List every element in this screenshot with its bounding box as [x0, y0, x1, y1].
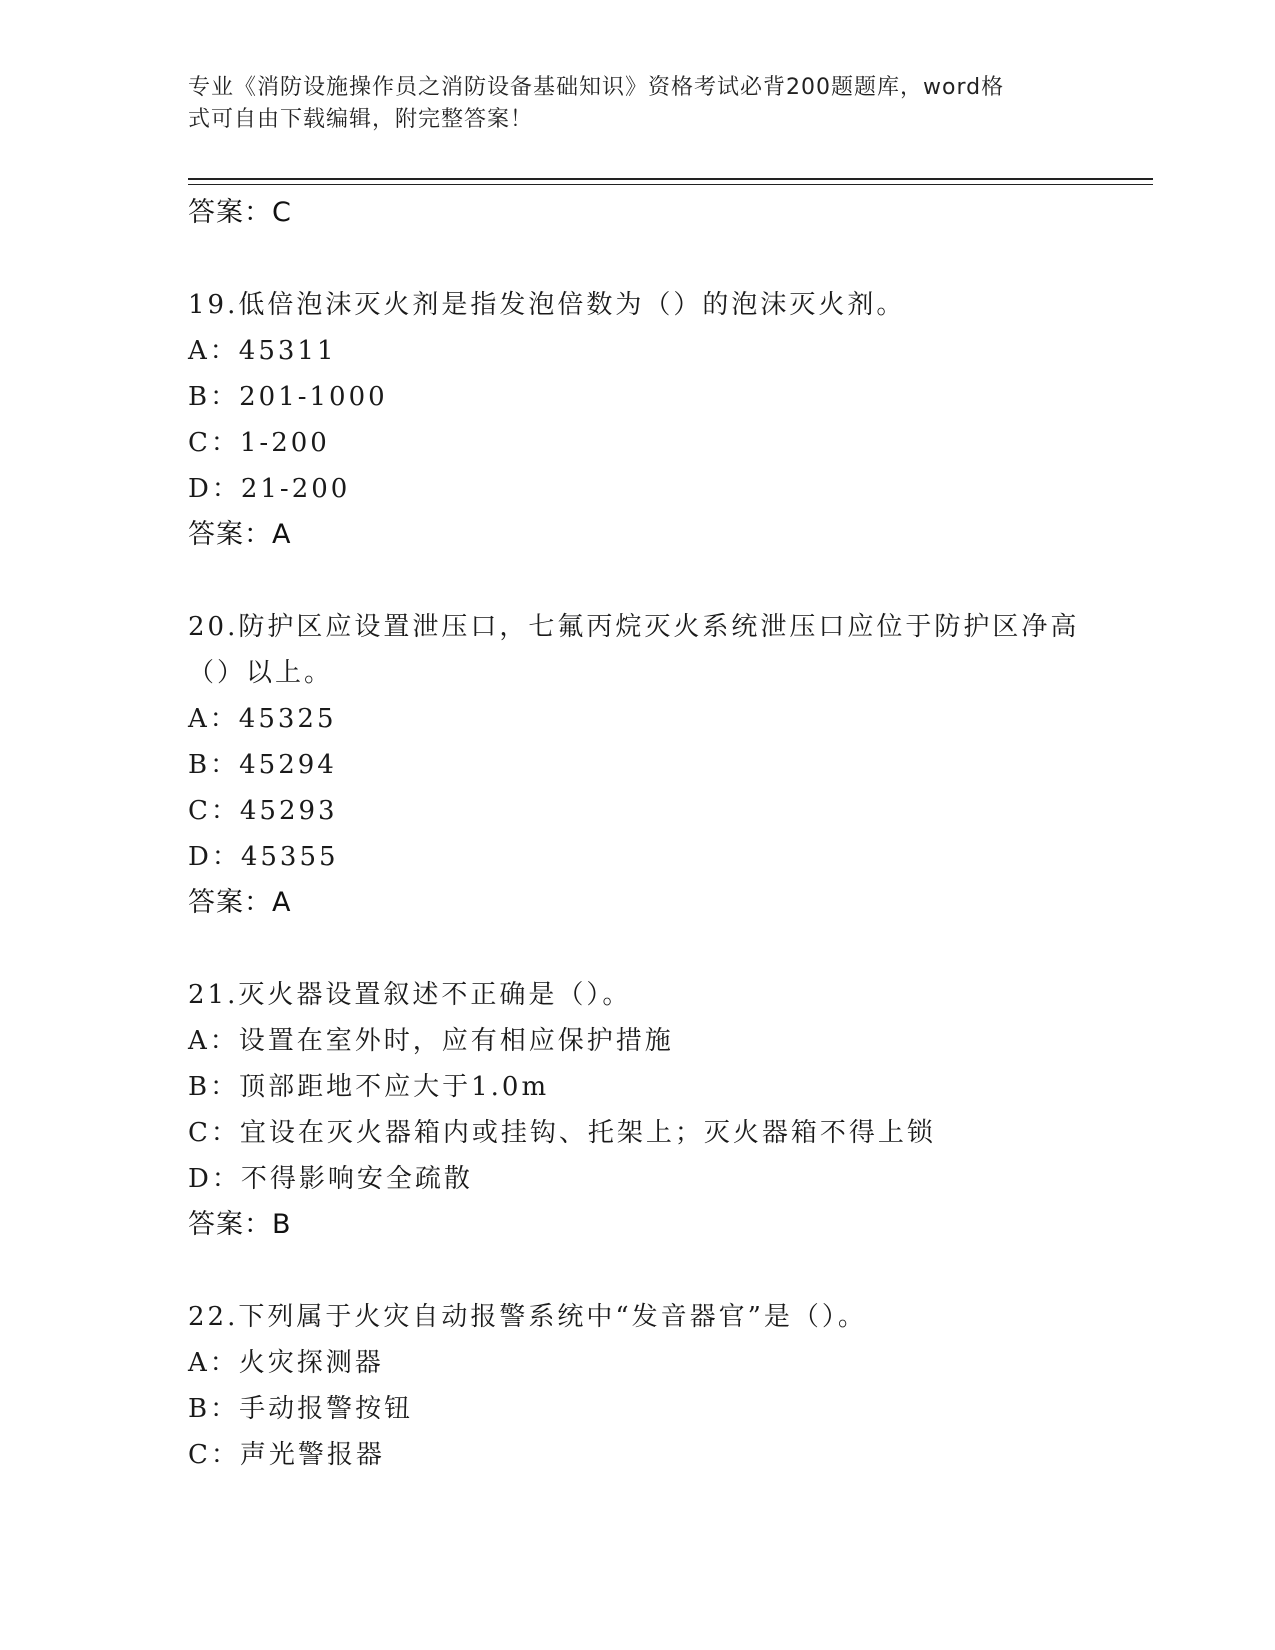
question-text: 21.灭火器设置叙述不正确是（）。: [188, 980, 632, 1010]
header-line-1: 专业《消防设施操作员之消防设备基础知识》资格考试必背200题题库，word格: [188, 75, 1005, 100]
option-b: B：手动报警按钮: [188, 1394, 414, 1424]
question-text: 19.低倍泡沫灭火剂是指发泡倍数为（）的泡沫灭火剂。: [188, 290, 906, 320]
option-b: B：45294: [188, 750, 337, 780]
header-rule-thin: [188, 184, 1153, 185]
question-19: [188, 282, 1088, 558]
option-c: C：声光警报器: [188, 1440, 385, 1470]
question-text-line-2: （）以上。: [188, 658, 334, 688]
question-list: [188, 190, 1088, 1478]
question-22: [188, 1294, 1088, 1478]
option-c: C：宜设在灭火器箱内或挂钩、托架上；灭火器箱不得上锁: [188, 1118, 936, 1148]
option-d: D：21-200: [188, 474, 351, 504]
option-c: C：45293: [188, 796, 338, 826]
answer-line: 答案：C: [188, 197, 292, 228]
option-a: A：火灾探测器: [188, 1348, 384, 1378]
question-text: 22.下列属于火灾自动报警系统中“发音器官”是（）。: [188, 1302, 867, 1332]
option-d: D：45355: [188, 842, 339, 872]
option-b: B：201-1000: [188, 382, 388, 412]
question-20: [188, 604, 1088, 926]
header-line-2: 式可自由下载编辑，附完整答案！: [188, 107, 534, 132]
document-header: [188, 72, 1068, 136]
question-21: [188, 972, 1088, 1248]
option-a: A：45325: [188, 704, 337, 734]
answer-line: 答案：B: [188, 1209, 292, 1240]
option-a: A：45311: [188, 336, 337, 366]
option-c: C：1-200: [188, 428, 330, 458]
option-b: B：顶部距地不应大于1.0m: [188, 1072, 550, 1102]
answer-line: 答案：A: [188, 519, 292, 550]
header-rule-thick: [188, 178, 1153, 180]
answer-line: 答案：A: [188, 887, 292, 918]
option-a: A：设置在室外时，应有相应保护措施: [188, 1026, 674, 1056]
question-text-line-1: 20.防护区应设置泄压口，七氟丙烷灭火系统泄压口应位于防护区净高: [188, 612, 1080, 642]
option-d: D：不得影响安全疏散: [188, 1164, 473, 1194]
